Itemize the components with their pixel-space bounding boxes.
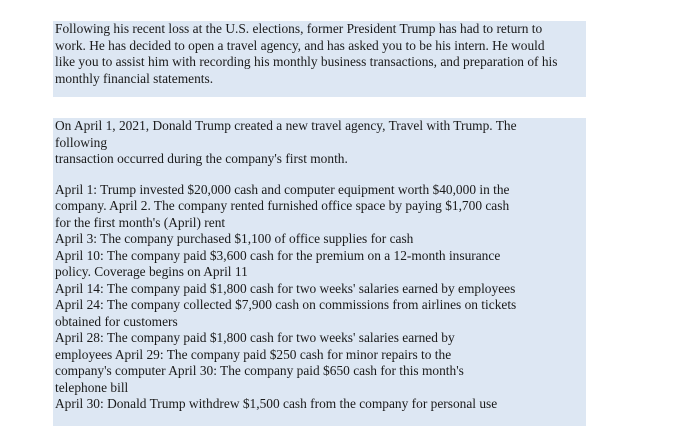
intro-line: work. He has decided to open a travel agency, and has asked you to be his intern. He would	[55, 37, 545, 53]
transaction-line: April 1: Trump invested $20,000 cash and computer equipment worth $40,000 in the	[55, 181, 510, 197]
transaction-line: employees April 29: The company paid $250 cash for minor repairs to the	[55, 346, 452, 362]
transaction-line: April 28: The company paid $1,800 cash for two weeks' salaries earned by	[55, 330, 455, 345]
intro-line: Following his recent loss at the U.S. elections, former President Trump has had to return to	[55, 21, 543, 36]
transaction-line: company. April 2. The company rented furnished office space by paying $1,700 cash	[55, 198, 510, 213]
paragraph-gap	[53, 168, 586, 182]
case-opening-line: following	[55, 134, 108, 150]
transaction-line: telephone bill	[55, 379, 129, 395]
transaction-line: April 10: The company paid $3,600 cash for the premium on a 12-month insurance	[55, 247, 501, 263]
case-opening-line: On April 1, 2021, Donald Trump created a new travel agency, Travel with Trump. The	[55, 118, 517, 133]
transaction-line: obtained for customers	[55, 313, 178, 329]
transaction-line: April 3: The company purchased $1,100 of office supplies for cash	[55, 231, 414, 246]
transaction-line: policy. Coverage begins on April 11	[55, 264, 248, 279]
intro-line: monthly financial statements.	[55, 70, 214, 86]
transaction-line: company's computer April 30: The company paid $650 cash for this month's	[55, 363, 464, 378]
transaction-line: April 30: Donald Trump withdrew $1,500 cash from the company for personal use	[55, 396, 498, 411]
case-description	[53, 118, 586, 426]
intro-line: like you to assist him with recording his monthly business transactions, and preparation of his	[55, 54, 558, 69]
intro-paragraph	[53, 21, 586, 97]
case-opening-line: transaction occurred during the company's first month.	[55, 151, 348, 166]
transaction-line: for the first month's (April) rent	[55, 214, 226, 230]
transaction-line: April 14: The company paid $1,800 cash for two weeks' salaries earned by employees	[55, 280, 516, 296]
transaction-line: April 24: The company collected $7,900 cash on commissions from airlines on tickets	[55, 297, 517, 312]
